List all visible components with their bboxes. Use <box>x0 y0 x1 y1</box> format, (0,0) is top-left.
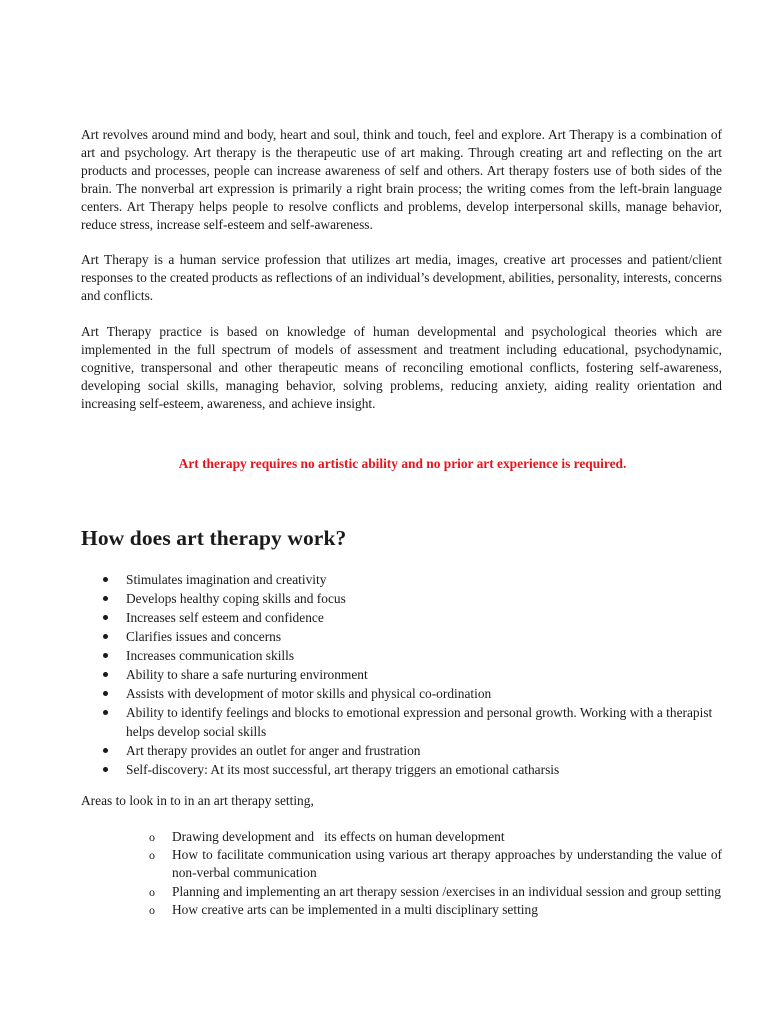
list-item <box>81 901 722 919</box>
list-item <box>81 703 722 741</box>
bullet-icon <box>103 653 108 658</box>
list-item <box>81 684 722 703</box>
list-item-text: Self-discovery: At its most successful, art therapy triggers an emotional catharsis <box>126 761 560 777</box>
practice-paragraph: Art Therapy practice is based on knowledge of human developmental and psychological theories which are implemented in the full spectrum of models of assessment and treatment including educational, psychodynamic, cognitive, transpersonal and other therapeutic means of reconciling emotional conflicts, fostering self-awareness, developing social skills, managing behavior, solving problems, reducing anxiety, aiding reality orientation and increasing self-esteem, awareness, and achieve insight. <box>81 324 722 411</box>
list-item <box>81 760 722 779</box>
circle-bullet-icon: o <box>149 902 155 917</box>
list-item-text: Ability to identify feelings and blocks to emotional expression and personal growth. Working with a therapist helps develop social skills <box>126 704 713 739</box>
list-item-text: Planning and implementing an art therapy session /exercises in an individual session and group setting <box>172 883 721 899</box>
list-item <box>81 608 722 627</box>
areas-intro: Areas to look in to in an art therapy setting, <box>81 792 314 808</box>
bullet-icon <box>103 710 108 715</box>
list-item <box>81 589 722 608</box>
list-item-text: How to facilitate communication using various art therapy approaches by understanding the value of non-verbal communication <box>172 846 722 881</box>
bullet-icon <box>103 596 108 601</box>
bullet-icon <box>103 672 108 677</box>
document-page <box>81 126 722 919</box>
requirement-notice: Art therapy requires no artistic ability and no prior art experience is required. <box>178 455 627 471</box>
list-item-text: Art therapy provides an outlet for anger and frustration <box>126 742 421 758</box>
list-item-text: Drawing development and its effects on human development <box>172 828 505 844</box>
list-item <box>81 627 722 646</box>
circle-bullet-icon: o <box>149 884 155 899</box>
list-item <box>81 665 722 684</box>
circle-bullet-icon: o <box>149 847 155 862</box>
bullet-icon <box>103 767 108 772</box>
list-item-text: Clarifies issues and concerns <box>126 628 282 644</box>
section-heading: How does art therapy work? <box>81 525 347 550</box>
bullet-icon <box>103 634 108 639</box>
bullet-icon <box>103 615 108 620</box>
bullet-icon <box>103 748 108 753</box>
list-item <box>81 846 722 883</box>
profession-paragraph: Art Therapy is a human service profession that utilizes art media, images, creative art processes and patient/client responses to the created products as reflections of an individual’s development, abilities, personality, interests, concerns and conflicts. <box>81 252 722 304</box>
areas-list <box>81 828 722 919</box>
bullet-icon <box>103 691 108 696</box>
benefits-list <box>81 570 722 779</box>
circle-bullet-icon: o <box>149 829 155 844</box>
list-item-text: Ability to share a safe nurturing environment <box>126 666 368 682</box>
bullet-icon <box>103 577 108 582</box>
list-item-text: Develops healthy coping skills and focus <box>126 590 346 606</box>
list-item-text: Increases communication skills <box>126 647 295 663</box>
list-item <box>81 828 722 846</box>
list-item <box>81 883 722 901</box>
list-item <box>81 741 722 760</box>
list-item-text: How creative arts can be implemented in a multi disciplinary setting <box>172 901 538 917</box>
list-item-text: Increases self esteem and confidence <box>126 609 324 625</box>
list-item-text: Assists with development of motor skills and physical co-ordination <box>126 685 492 701</box>
list-item <box>81 570 722 589</box>
list-item-text: Stimulates imagination and creativity <box>126 571 327 587</box>
intro-paragraph: Art revolves around mind and body, heart and soul, think and touch, feel and explore. Art Therapy is a combination of art and psychology. Art therapy is the therapeutic use of art making. Through creating art and reflecting on the art products and processes, people can increase awareness of self and others. Art therapy fosters use of both sides of the brain. The nonverbal art expression is primarily a right brain process; the writing comes from the left-brain language centers. Art Therapy helps people to resolve conflicts and problems, develop interpersonal skills, manage behavior, reduce stress, increase self-esteem and self-awareness. <box>81 127 722 232</box>
list-item <box>81 646 722 665</box>
